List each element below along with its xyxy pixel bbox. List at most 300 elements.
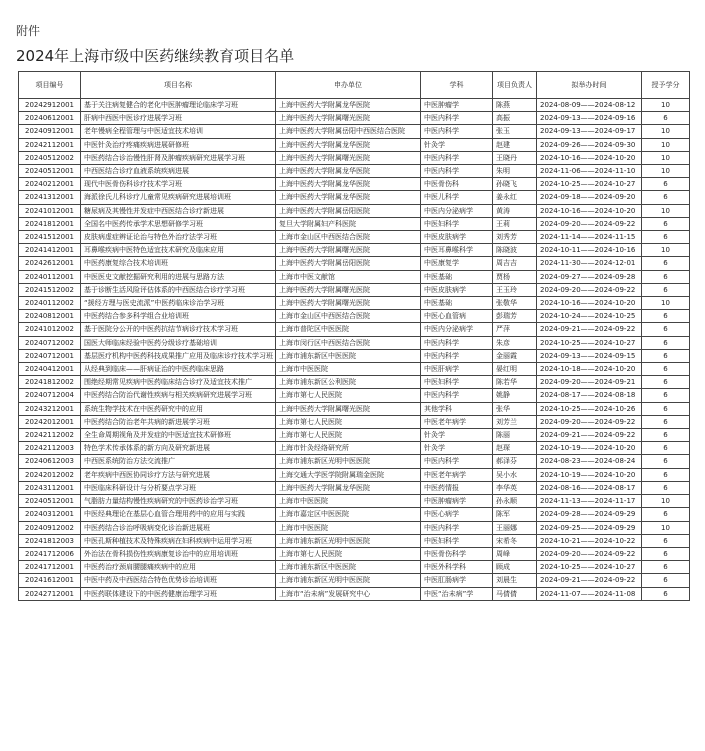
cell-time: 2024-09-26——2024-09-30	[537, 138, 642, 151]
cell-name: 气脂肪力量结构慢性疾病研究的中医药诊治学习班	[81, 495, 276, 508]
cell-code: 20242012002	[19, 468, 81, 481]
cell-score: 6	[642, 455, 690, 468]
cell-score: 10	[642, 297, 690, 310]
cell-name: 肝病中西医中医诊疗进展学习班	[81, 112, 276, 125]
table-row	[19, 297, 690, 310]
cell-time: 2024-08-23——2024-08-24	[537, 455, 642, 468]
cell-leader: 顾成	[493, 561, 537, 574]
table-row	[19, 574, 690, 587]
cell-score: 10	[642, 521, 690, 534]
cell-score: 6	[642, 349, 690, 362]
cell-discipline: 中医内科学	[421, 389, 493, 402]
cell-name: 中西医系统防治方法交流推广	[81, 455, 276, 468]
cell-code: 20242912001	[19, 99, 81, 112]
cell-code: 20241812001	[19, 217, 81, 230]
cell-time: 2024-09-13——2024-09-16	[537, 112, 642, 125]
cell-code: 20240112001	[19, 270, 81, 283]
cell-unit: 上海中医药大学附属曙光医院	[276, 112, 421, 125]
cell-time: 2024-08-16——2024-08-17	[537, 481, 642, 494]
cell-discipline: 中医骨伤科学	[421, 547, 493, 560]
cell-time: 2024-09-21——2024-09-22	[537, 429, 642, 442]
table-row	[19, 270, 690, 283]
cell-leader: 陈军	[493, 508, 537, 521]
cell-unit: 上海市“治未病”发展研究中心	[276, 587, 421, 600]
table-row	[19, 310, 690, 323]
cell-code: 20240712001	[19, 349, 81, 362]
header-score: 授予学分	[642, 72, 690, 99]
table-row	[19, 389, 690, 402]
cell-leader: 严萍	[493, 323, 537, 336]
cell-unit: 上海中医药大学附属曙光医院	[276, 283, 421, 296]
cell-name: 全生命周期视角及并发症的中医适宜技术研修班	[81, 429, 276, 442]
cell-score: 6	[642, 257, 690, 270]
cell-discipline: 中医内分泌病学	[421, 204, 493, 217]
cell-time: 2024-10-16——2024-10-20	[537, 151, 642, 164]
cell-leader: 金丽霞	[493, 349, 537, 362]
cell-unit: 上海市普陀区中医医院	[276, 323, 421, 336]
cell-time: 2024-08-09——2024-08-12	[537, 99, 642, 112]
cell-leader: 刘秀芳	[493, 231, 537, 244]
cell-unit: 复旦大学附属妇产科医院	[276, 217, 421, 230]
cell-time: 2024-09-21——2024-09-22	[537, 574, 642, 587]
cell-code: 20240212001	[19, 178, 81, 191]
cell-score: 6	[642, 415, 690, 428]
cell-code: 20242112003	[19, 442, 81, 455]
cell-discipline: 中医内科学	[421, 336, 493, 349]
table-row	[19, 204, 690, 217]
cell-unit: 上海市第七人民医院	[276, 547, 421, 560]
cell-name: 中医药结合防治老年共病的新进展学习班	[81, 415, 276, 428]
cell-time: 2024-09-13——2024-09-17	[537, 125, 642, 138]
cell-name: 耳鼻喉疾病中医特色适宜技术研究及临床应用	[81, 244, 276, 257]
cell-discipline: 中医药情报	[421, 481, 493, 494]
cell-code: 20240312001	[19, 508, 81, 521]
table-row	[19, 191, 690, 204]
cell-time: 2024-10-16——2024-10-20	[537, 297, 642, 310]
cell-code: 20240712004	[19, 389, 81, 402]
cell-unit: 上海中医药大学附属曙光医院	[276, 151, 421, 164]
table-row	[19, 521, 690, 534]
cell-time: 2024-10-25——2024-10-27	[537, 561, 642, 574]
cell-code: 20240512001	[19, 495, 81, 508]
cell-discipline: 中医肿瘤学	[421, 99, 493, 112]
cell-discipline: 中医内科学	[421, 165, 493, 178]
cell-time: 2024-11-06——2024-11-10	[537, 165, 642, 178]
table-body	[19, 99, 690, 601]
cell-time: 2024-10-19——2024-10-20	[537, 468, 642, 481]
cell-leader: 王晓丹	[493, 151, 537, 164]
cell-code: 20242612001	[19, 257, 81, 270]
cell-leader: 张华	[493, 402, 537, 415]
cell-time: 2024-10-19——2024-10-20	[537, 442, 642, 455]
cell-unit: 上海市第七人民医院	[276, 389, 421, 402]
cell-discipline: 中医儿科学	[421, 191, 493, 204]
cell-unit: 上海交通大学医学院附属瑞金医院	[276, 468, 421, 481]
cell-time: 2024-09-27——2024-09-28	[537, 270, 642, 283]
table-row	[19, 508, 690, 521]
table-row	[19, 125, 690, 138]
cell-name: 围绝经期常见疾病中医药临床结合诊疗及适宜技术推广	[81, 376, 276, 389]
cell-leader: 晏红明	[493, 363, 537, 376]
cell-leader: 赵琛	[493, 442, 537, 455]
cell-discipline: 中医皮肤病学	[421, 231, 493, 244]
cell-name: 基于诊断生活风险评估体系的中西医结合诊疗学习班	[81, 283, 276, 296]
cell-leader: 吴小水	[493, 468, 537, 481]
cell-unit: 上海市浦东新区光明中医医院	[276, 534, 421, 547]
cell-name: 中医药联体建设下的中医药健康治理学习班	[81, 587, 276, 600]
cell-score: 10	[642, 125, 690, 138]
cell-code: 20242712001	[19, 587, 81, 600]
cell-leader: 黄涛	[493, 204, 537, 217]
cell-time: 2024-10-11——2024-10-16	[537, 244, 642, 257]
cell-discipline: 中医基础	[421, 297, 493, 310]
cell-leader: 张玉	[493, 125, 537, 138]
cell-unit: 上海中医药大学附属龙华医院	[276, 481, 421, 494]
table-row	[19, 442, 690, 455]
cell-name: 中医药结合诊治呼吸病变化诊治新进展班	[81, 521, 276, 534]
cell-unit: 上海市第七人民医院	[276, 415, 421, 428]
cell-code: 20240912001	[19, 125, 81, 138]
cell-time: 2024-09-20——2024-09-21	[537, 376, 642, 389]
cell-leader: 刘晨生	[493, 574, 537, 587]
cell-code: 20240812001	[19, 310, 81, 323]
cell-unit: 上海中医药大学附属曙光医院	[276, 402, 421, 415]
cell-unit: 上海市浦东新区光明中医医院	[276, 455, 421, 468]
cell-name: 系统生物学技术在中医药研究中的应用	[81, 402, 276, 415]
cell-score: 10	[642, 138, 690, 151]
cell-leader: 陈若华	[493, 376, 537, 389]
cell-score: 6	[642, 310, 690, 323]
cell-unit: 上海中医药大学附属龙华医院	[276, 138, 421, 151]
cell-code: 20241412001	[19, 244, 81, 257]
cell-score: 6	[642, 587, 690, 600]
cell-discipline: 中医内科学	[421, 455, 493, 468]
cell-leader: 朱明	[493, 165, 537, 178]
project-table	[18, 71, 690, 601]
table-row	[19, 402, 690, 415]
cell-code: 20243112001	[19, 481, 81, 494]
cell-leader: 朱彦	[493, 336, 537, 349]
table-row	[19, 231, 690, 244]
table-row	[19, 178, 690, 191]
cell-time: 2024-10-21——2024-10-22	[537, 534, 642, 547]
cell-unit: 上海中医药大学附属龙华医院	[276, 178, 421, 191]
cell-unit: 上海市嘉定区中医医院	[276, 508, 421, 521]
table-row	[19, 323, 690, 336]
cell-discipline: 中医内科学	[421, 521, 493, 534]
cell-unit: 上海中医药大学附属曙光医院	[276, 244, 421, 257]
cell-code: 20241312001	[19, 191, 81, 204]
cell-discipline: 中医心血管病	[421, 310, 493, 323]
cell-score: 6	[642, 231, 690, 244]
cell-name: 老年疾病中西医协同诊疗方法与研究进展	[81, 468, 276, 481]
cell-name: 中医药结合诊治慢性肝肾及肿瘤疾病研究进展学习班	[81, 151, 276, 164]
cell-leader: 陈燕	[493, 99, 537, 112]
cell-code: 20240412001	[19, 363, 81, 376]
header-unit: 申办单位	[276, 72, 421, 99]
cell-unit: 上海中医药大学附属龙华医院	[276, 165, 421, 178]
cell-name: 中西医结合诊疗血液系统疾病进展	[81, 165, 276, 178]
table-row	[19, 165, 690, 178]
cell-discipline: 中医骨伤科	[421, 178, 493, 191]
table-row	[19, 587, 690, 600]
table-row	[19, 376, 690, 389]
table-row	[19, 415, 690, 428]
cell-unit: 上海中医药大学附属龙华医院	[276, 99, 421, 112]
cell-time: 2024-09-25——2024-09-29	[537, 521, 642, 534]
cell-time: 2024-09-20——2024-09-22	[537, 547, 642, 560]
cell-score: 6	[642, 112, 690, 125]
cell-name: 国医大师临床经验中医药分级诊疗基础培训	[81, 336, 276, 349]
cell-code: 20240112002	[19, 297, 81, 310]
table-row	[19, 151, 690, 164]
cell-time: 2024-09-28——2024-09-29	[537, 508, 642, 521]
cell-score: 6	[642, 561, 690, 574]
cell-code: 20242112002	[19, 429, 81, 442]
table-row	[19, 534, 690, 547]
cell-name: 皮肤病虚症辨证论治与特色外治疗法学习班	[81, 231, 276, 244]
cell-name: 老年慢病全程管理与中医适宜技术培训	[81, 125, 276, 138]
cell-code: 20240512002	[19, 151, 81, 164]
cell-unit: 上海市闵行区中西医结合医院	[276, 336, 421, 349]
cell-discipline: 其他学科	[421, 402, 493, 415]
cell-score: 6	[642, 217, 690, 230]
cell-leader: 王丽娜	[493, 521, 537, 534]
cell-code: 20240612001	[19, 112, 81, 125]
cell-discipline: 中医内分泌病学	[421, 323, 493, 336]
cell-time: 2024-11-14——2024-11-15	[537, 231, 642, 244]
cell-discipline: 针灸学	[421, 442, 493, 455]
cell-score: 6	[642, 429, 690, 442]
cell-name: 中医药结合防治代谢性疾病与相关疾病研究进展学习班	[81, 389, 276, 402]
cell-score: 6	[642, 178, 690, 191]
cell-name: 从经典到临床——肝病证治的中医药临床思路	[81, 363, 276, 376]
header-leader: 项目负责人	[493, 72, 537, 99]
cell-discipline: 中医妇科学	[421, 217, 493, 230]
cell-unit: 上海市浦东新区公利医院	[276, 376, 421, 389]
cell-name: 中医针灸治疗疼痛疾病进展研修班	[81, 138, 276, 151]
cell-name: “援经方理与医史流派”中医药临床诊治学习班	[81, 297, 276, 310]
cell-unit: 上海市针灸经络研究所	[276, 442, 421, 455]
cell-discipline: 中医妇科学	[421, 376, 493, 389]
table-row	[19, 217, 690, 230]
cell-discipline: 中医妇科学	[421, 534, 493, 547]
cell-leader: 马倩倩	[493, 587, 537, 600]
cell-code: 20240512001	[19, 165, 81, 178]
cell-time: 2024-11-30——2024-12-01	[537, 257, 642, 270]
header-code: 项目编号	[19, 72, 81, 99]
cell-time: 2024-09-21——2024-09-22	[537, 323, 642, 336]
cell-time: 2024-09-20——2024-09-22	[537, 283, 642, 296]
cell-unit: 上海市中医医院	[276, 363, 421, 376]
cell-name: 基层医疗机构中医药科技成果推广应用及临床诊疗技术学习班	[81, 349, 276, 362]
cell-name: 中医经典理论在基层心血管合理用药中的应用与实践	[81, 508, 276, 521]
cell-discipline: 中医康复学	[421, 257, 493, 270]
cell-leader: 姚静	[493, 389, 537, 402]
table-row	[19, 257, 690, 270]
cell-time: 2024-11-13——2024-11-17	[537, 495, 642, 508]
cell-score: 6	[642, 270, 690, 283]
table-row	[19, 363, 690, 376]
cell-name: 现代中医骨伤科诊疗技术学习班	[81, 178, 276, 191]
table-row	[19, 481, 690, 494]
cell-unit: 上海市中医文献馆	[276, 270, 421, 283]
cell-unit: 上海市浦东新区中医医院	[276, 349, 421, 362]
cell-score: 10	[642, 99, 690, 112]
cell-leader: 彭瑞芳	[493, 310, 537, 323]
cell-discipline: 中医“治未病”学	[421, 587, 493, 600]
table-row	[19, 495, 690, 508]
cell-code: 20241012002	[19, 323, 81, 336]
cell-score: 10	[642, 244, 690, 257]
cell-name: 中医医史文献挖掘研究利用的进展与思路方法	[81, 270, 276, 283]
cell-discipline: 中医内科学	[421, 112, 493, 125]
cell-score: 6	[642, 402, 690, 415]
cell-discipline: 中医皮肤病学	[421, 283, 493, 296]
cell-leader: 周吉吉	[493, 257, 537, 270]
cell-name: 中医药康复综合技术培训班	[81, 257, 276, 270]
cell-code: 20241712001	[19, 561, 81, 574]
cell-code: 20243212001	[19, 402, 81, 415]
table-header-row	[19, 72, 690, 99]
table-row	[19, 112, 690, 125]
cell-discipline: 中医肿瘤病学	[421, 495, 493, 508]
cell-leader: 张敬华	[493, 297, 537, 310]
cell-score: 6	[642, 468, 690, 481]
cell-score: 10	[642, 165, 690, 178]
cell-time: 2024-10-25——2024-10-27	[537, 178, 642, 191]
annex-label: 附件	[16, 24, 41, 38]
cell-score: 6	[642, 481, 690, 494]
cell-discipline: 中医内科学	[421, 151, 493, 164]
cell-unit: 上海市浦东新区中医医院	[276, 561, 421, 574]
table-row	[19, 468, 690, 481]
cell-leader: 王玉玲	[493, 283, 537, 296]
cell-score: 10	[642, 495, 690, 508]
cell-discipline: 中医耳鼻喉科学	[421, 244, 493, 257]
cell-name: 糖尿病及其慢性并发症中西医结合诊疗新进展	[81, 204, 276, 217]
cell-time: 2024-10-16——2024-10-20	[537, 204, 642, 217]
cell-code: 20242012001	[19, 415, 81, 428]
header-time: 拟举办时间	[537, 72, 642, 99]
cell-unit: 上海中医药大学附属岳阳医院	[276, 257, 421, 270]
cell-unit: 上海中医药大学附属岳阳中西医结合医院	[276, 125, 421, 138]
cell-leader: 李华英	[493, 481, 537, 494]
table-row	[19, 244, 690, 257]
table-row	[19, 455, 690, 468]
cell-code: 20241012001	[19, 204, 81, 217]
cell-code: 20241712006	[19, 547, 81, 560]
cell-unit: 上海市金山区中西医结合医院	[276, 310, 421, 323]
table-row	[19, 429, 690, 442]
cell-name: 外治法在骨科损伤性疾病康复诊治中的应用培训班	[81, 547, 276, 560]
header-name: 项目名称	[81, 72, 276, 99]
cell-score: 6	[642, 336, 690, 349]
cell-score: 6	[642, 534, 690, 547]
table-row	[19, 336, 690, 349]
cell-time: 2024-10-24——2024-10-25	[537, 310, 642, 323]
cell-time: 2024-09-18——2024-09-20	[537, 191, 642, 204]
cell-leader: 陈丽	[493, 429, 537, 442]
cell-code: 20241612001	[19, 574, 81, 587]
cell-leader: 孙永顺	[493, 495, 537, 508]
cell-unit: 上海市中医医院	[276, 495, 421, 508]
cell-unit: 上海市浦东新区光明中医医院	[276, 574, 421, 587]
cell-discipline: 中医心病学	[421, 508, 493, 521]
cell-unit: 上海中医药大学附属龙华医院	[276, 191, 421, 204]
cell-score: 6	[642, 191, 690, 204]
table-row	[19, 138, 690, 151]
cell-leader: 孙晓飞	[493, 178, 537, 191]
cell-name: 基于关注病复健合的老化中医肿瘤理论临床学习班	[81, 99, 276, 112]
cell-score: 6	[642, 574, 690, 587]
cell-score: 6	[642, 283, 690, 296]
table-row	[19, 349, 690, 362]
cell-leader: 周峰	[493, 547, 537, 560]
cell-leader: 贾杨	[493, 270, 537, 283]
cell-score: 10	[642, 151, 690, 164]
cell-code: 20241812003	[19, 534, 81, 547]
cell-code: 20241512002	[19, 283, 81, 296]
cell-time: 2024-10-18——2024-10-20	[537, 363, 642, 376]
cell-unit: 上海市中医医院	[276, 521, 421, 534]
cell-score: 6	[642, 389, 690, 402]
cell-code: 20242112001	[19, 138, 81, 151]
cell-discipline: 中医老年病学	[421, 468, 493, 481]
cell-unit: 上海中医药大学附属岳阳医院	[276, 204, 421, 217]
cell-discipline: 针灸学	[421, 429, 493, 442]
cell-discipline: 中医肛肠病学	[421, 574, 493, 587]
cell-code: 20241512001	[19, 231, 81, 244]
cell-name: 中医临床科研设计与分析要点学习班	[81, 481, 276, 494]
cell-time: 2024-11-07——2024-11-08	[537, 587, 642, 600]
cell-code: 20240612003	[19, 455, 81, 468]
cell-leader: 高振	[493, 112, 537, 125]
cell-discipline: 中医内科学	[421, 125, 493, 138]
cell-unit: 上海中医药大学附属曙光医院	[276, 297, 421, 310]
cell-name: 中医药结合参多科学组合业培训班	[81, 310, 276, 323]
cell-time: 2024-09-20——2024-09-22	[537, 217, 642, 230]
table-row	[19, 547, 690, 560]
cell-code: 20241812002	[19, 376, 81, 389]
cell-code: 20240712002	[19, 336, 81, 349]
cell-leader: 刘芳兰	[493, 415, 537, 428]
cell-discipline: 中医外科学科	[421, 561, 493, 574]
cell-score: 6	[642, 363, 690, 376]
cell-leader: 赵建	[493, 138, 537, 151]
header-discipline: 学科	[421, 72, 493, 99]
cell-unit: 上海市金山区中西医结合医院	[276, 231, 421, 244]
cell-time: 2024-08-17——2024-08-18	[537, 389, 642, 402]
cell-score: 6	[642, 376, 690, 389]
cell-time: 2024-09-20——2024-09-22	[537, 415, 642, 428]
cell-leader: 郝泽芬	[493, 455, 537, 468]
cell-name: 基于医院分公开的中医药抗结节病诊疗技术学习班	[81, 323, 276, 336]
table-row	[19, 283, 690, 296]
cell-leader: 宋希冬	[493, 534, 537, 547]
cell-score: 6	[642, 508, 690, 521]
cell-time: 2024-09-13——2024-09-15	[537, 349, 642, 362]
document-title: 2024年上海市级中医药继续教育项目名单	[16, 47, 295, 65]
cell-score: 6	[642, 323, 690, 336]
cell-name: 中医孔斯种植技术及特殊疾病在妇科疾病中运用学习班	[81, 534, 276, 547]
cell-name: 海派徐氏儿科诊疗儿童常见疾病研究进展培训班	[81, 191, 276, 204]
cell-leader: 王莉	[493, 217, 537, 230]
cell-name: 中医药治疗颈肩腰腿痛疾病中的应用	[81, 561, 276, 574]
cell-unit: 上海市第七人民医院	[276, 429, 421, 442]
cell-time: 2024-10-25——2024-10-26	[537, 402, 642, 415]
cell-discipline: 中医基础	[421, 270, 493, 283]
